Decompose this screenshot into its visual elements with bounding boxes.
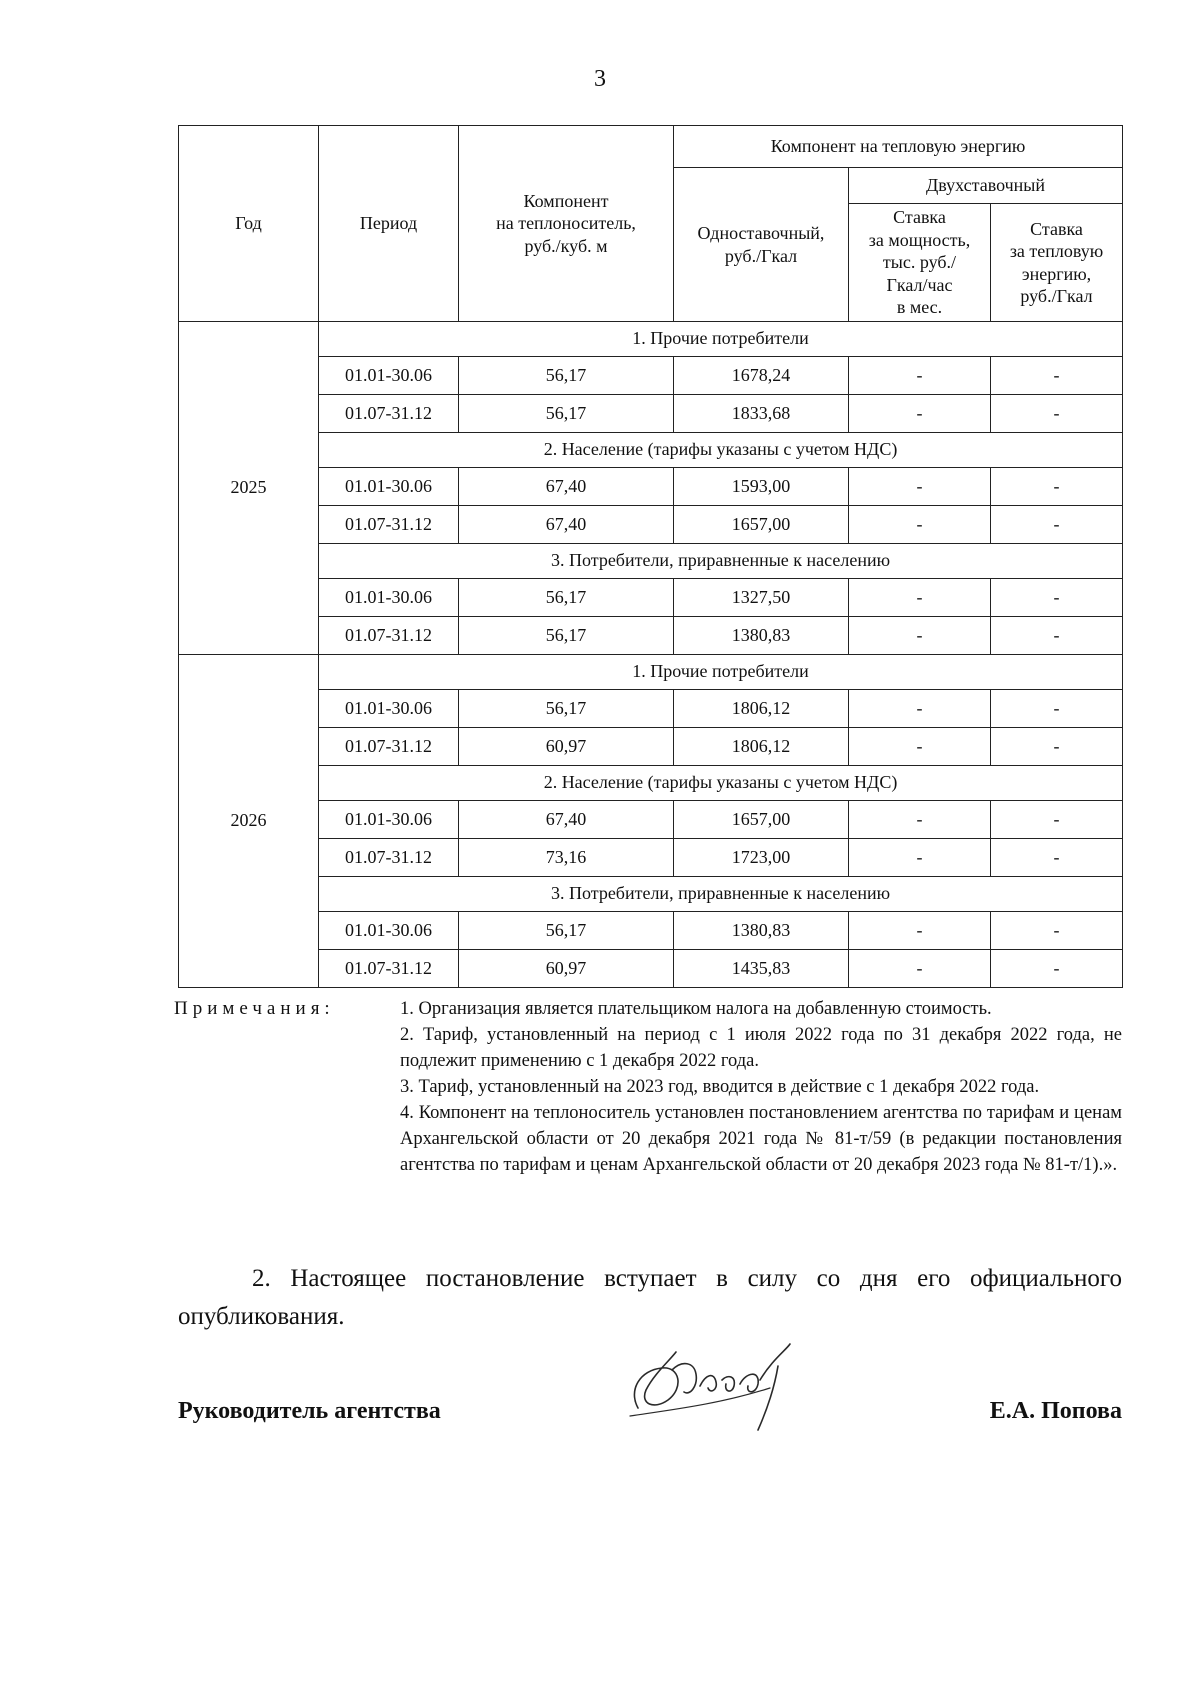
period-cell: 01.07-31.12: [319, 950, 459, 988]
single-rate-cell: 1833,68: [674, 395, 849, 433]
header-thermal: Компонент на тепловую энергию: [674, 126, 1123, 168]
capacity-rate-cell: -: [849, 579, 991, 617]
single-rate-cell: 1678,24: [674, 357, 849, 395]
period-cell: 01.07-31.12: [319, 617, 459, 655]
signatory-title: Руководитель агентства: [178, 1398, 441, 1424]
capacity-rate-cell: -: [849, 506, 991, 544]
single-rate-cell: 1806,12: [674, 690, 849, 728]
single-rate-cell: 1723,00: [674, 839, 849, 877]
coolant-cell: 56,17: [459, 690, 674, 728]
capacity-rate-cell: -: [849, 950, 991, 988]
consumer-group-row: [179, 433, 1123, 468]
coolant-cell: 56,17: [459, 357, 674, 395]
energy-rate-cell: -: [991, 357, 1123, 395]
tariff-table-header: [179, 126, 1123, 322]
coolant-cell: 67,40: [459, 506, 674, 544]
consumer-group-title: 2. Население (тарифы указаны с учетом НДС): [319, 766, 1123, 801]
consumer-group-title: 1. Прочие потребители: [319, 322, 1123, 357]
coolant-cell: 56,17: [459, 617, 674, 655]
note-item: 4. Компонент на теплоноситель установлен постановлением агентства по тарифам и ценам Архангельской области от 20 декабря 2021 года № 81-т/59 (в редакции постановления агентства по тарифам и ценам Архангельской области от 20 декабря 2023 года № 81-т/1).».: [400, 1103, 1122, 1175]
table-row: [179, 468, 1123, 506]
period-cell: 01.01-30.06: [319, 801, 459, 839]
note-item: 1. Организация является плательщиком налога на добавленную стоимость.: [400, 999, 992, 1019]
single-rate-cell: 1657,00: [674, 506, 849, 544]
notes-label: Примечания:: [174, 998, 335, 1019]
coolant-cell: 67,40: [459, 468, 674, 506]
capacity-rate-cell: -: [849, 690, 991, 728]
notes-list: [400, 996, 1122, 1178]
consumer-group-title: 2. Население (тарифы указаны с учетом НДС): [319, 433, 1123, 468]
energy-rate-cell: -: [991, 950, 1123, 988]
header-single-rate-label: Одноставочный, руб./Гкал: [697, 223, 825, 266]
energy-rate-cell: -: [991, 690, 1123, 728]
consumer-group-title: 3. Потребители, приравненные к населению: [319, 544, 1123, 579]
table-row: [179, 950, 1123, 988]
period-cell: 01.07-31.12: [319, 728, 459, 766]
energy-rate-cell: -: [991, 468, 1123, 506]
note-item: 3. Тариф, установленный на 2023 год, вводится в действие с 1 декабря 2022 года.: [400, 1077, 1040, 1097]
single-rate-cell: 1435,83: [674, 950, 849, 988]
consumer-group-row: [179, 877, 1123, 912]
table-row: [179, 912, 1123, 950]
consumer-group-row: [179, 322, 1123, 357]
signatory-name: Е.А. Попова: [989, 1398, 1122, 1424]
year-cell: 2025: [179, 322, 319, 655]
table-row: [179, 506, 1123, 544]
period-cell: 01.01-30.06: [319, 579, 459, 617]
effective-clause: 2. Настоящее постановление вступает в силу со дня его официального опубликования.: [178, 1265, 1122, 1330]
capacity-rate-cell: -: [849, 395, 991, 433]
tariff-table: [178, 125, 1123, 988]
header-period: Период: [319, 126, 459, 322]
table-row: [179, 728, 1123, 766]
capacity-rate-cell: -: [849, 468, 991, 506]
table-row: [179, 579, 1123, 617]
energy-rate-cell: -: [991, 839, 1123, 877]
single-rate-cell: 1593,00: [674, 468, 849, 506]
header-single-rate: [674, 168, 849, 322]
capacity-rate-cell: -: [849, 912, 991, 950]
energy-rate-cell: -: [991, 801, 1123, 839]
header-coolant: [459, 126, 674, 322]
tariff-table-body: [179, 322, 1123, 988]
capacity-rate-cell: -: [849, 801, 991, 839]
capacity-rate-cell: -: [849, 839, 991, 877]
coolant-cell: 56,17: [459, 912, 674, 950]
coolant-cell: 56,17: [459, 395, 674, 433]
energy-rate-cell: -: [991, 395, 1123, 433]
period-cell: 01.07-31.12: [319, 395, 459, 433]
table-row: [179, 617, 1123, 655]
coolant-cell: 60,97: [459, 950, 674, 988]
header-capacity-rate-label: Ставка за мощность, тыс. руб./ Гкал/час в мес.: [868, 207, 971, 318]
consumer-group-row: [179, 655, 1123, 690]
single-rate-cell: 1657,00: [674, 801, 849, 839]
header-year: Год: [179, 126, 319, 322]
period-cell: 01.01-30.06: [319, 468, 459, 506]
coolant-cell: 67,40: [459, 801, 674, 839]
table-row: [179, 357, 1123, 395]
period-cell: 01.01-30.06: [319, 912, 459, 950]
capacity-rate-cell: -: [849, 617, 991, 655]
year-cell: 2026: [179, 655, 319, 988]
period-cell: 01.07-31.12: [319, 839, 459, 877]
header-coolant-label: Компонент на теплоноситель, руб./куб. м: [496, 190, 636, 256]
table-row: [179, 395, 1123, 433]
page-number: 3: [594, 66, 606, 92]
energy-rate-cell: -: [991, 912, 1123, 950]
single-rate-cell: 1327,50: [674, 579, 849, 617]
table-row: [179, 839, 1123, 877]
coolant-cell: 56,17: [459, 579, 674, 617]
handwritten-signature: [610, 1330, 810, 1440]
energy-rate-cell: -: [991, 579, 1123, 617]
note-item: 2. Тариф, установленный на период с 1 июля 2022 года по 31 декабря 2022 года, не подлежит применению с 1 декабря 2022 года.: [400, 1025, 1122, 1071]
period-cell: 01.01-30.06: [319, 357, 459, 395]
header-capacity-rate: [849, 204, 991, 322]
period-cell: 01.07-31.12: [319, 506, 459, 544]
consumer-group-row: [179, 766, 1123, 801]
header-energy-rate: [991, 204, 1123, 322]
table-row: [179, 801, 1123, 839]
single-rate-cell: 1380,83: [674, 912, 849, 950]
header-two-rate: Двухставочный: [849, 168, 1123, 204]
capacity-rate-cell: -: [849, 357, 991, 395]
consumer-group-row: [179, 544, 1123, 579]
single-rate-cell: 1380,83: [674, 617, 849, 655]
header-energy-rate-label: Ставка за тепловую энергию, руб./Гкал: [1009, 218, 1104, 306]
coolant-cell: 60,97: [459, 728, 674, 766]
period-cell: 01.01-30.06: [319, 690, 459, 728]
energy-rate-cell: -: [991, 728, 1123, 766]
coolant-cell: 73,16: [459, 839, 674, 877]
table-row: [179, 690, 1123, 728]
consumer-group-title: 3. Потребители, приравненные к населению: [319, 877, 1123, 912]
single-rate-cell: 1806,12: [674, 728, 849, 766]
energy-rate-cell: -: [991, 617, 1123, 655]
capacity-rate-cell: -: [849, 728, 991, 766]
consumer-group-title: 1. Прочие потребители: [319, 655, 1123, 690]
energy-rate-cell: -: [991, 506, 1123, 544]
